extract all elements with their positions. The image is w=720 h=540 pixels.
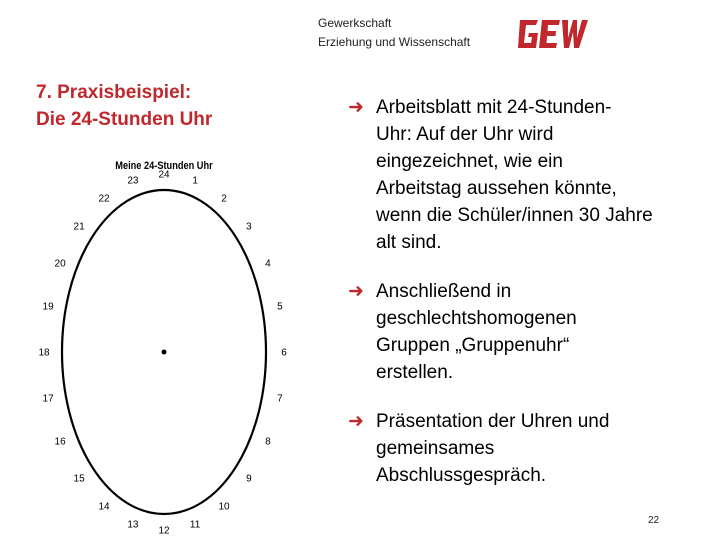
slide-title-line-2: Die 24-Stunden Uhr [36,109,213,130]
bullet-3-line-3: Abschlussgespräch. [376,465,547,486]
hour-label-8: 8 [265,436,271,448]
bullet-1-line-3: eingezeichnet, wie ein [376,151,563,172]
arrow-right-icon: ➜ [348,411,364,432]
hour-label-23: 23 [127,175,139,187]
bullet-item-1 [348,94,712,256]
slide-title-line-1: 7. Praxisbeispiel: [36,82,192,103]
hour-label-13: 13 [127,519,139,531]
hour-label-21: 21 [73,221,85,233]
bullet-item-3 [348,408,712,489]
hour-label-22: 22 [98,193,110,205]
clock-center-dot [162,350,167,355]
bullet-2-line-1: Anschließend in [376,281,512,302]
hour-label-5: 5 [277,301,283,313]
arrow-right-icon: ➜ [348,281,364,302]
hour-label-17: 17 [42,393,54,405]
bullet-1-line-6: alt sind. [376,232,442,253]
hour-label-4: 4 [265,258,271,270]
hour-label-18: 18 [38,347,50,359]
hour-label-15: 15 [73,473,85,485]
bullet-1-line-4: Arbeitstag aussehen könnte, [376,178,617,199]
hour-label-14: 14 [98,501,110,513]
hour-label-7: 7 [277,393,283,405]
bullet-1-line-1: Arbeitsblatt mit 24-Stunden- [376,97,612,118]
arrow-right-icon: ➜ [348,97,364,118]
bullet-2-line-4: erstellen. [376,362,454,383]
gew-logo-text: GEW [552,48,555,49]
hour-label-16: 16 [54,436,66,448]
bullet-3-line-1: Präsentation der Uhren und [376,411,610,432]
hour-label-6: 6 [281,347,287,359]
clock-worksheet [30,150,300,537]
page-number: 22 [648,515,660,526]
clock-title: Meine 24-Stunden Uhr [115,160,213,173]
org-line-1: Gewerkschaft [318,16,392,30]
bullet-1-line-5: wenn die Schüler/innen 30 Jahre [376,205,653,226]
bullet-list [348,94,712,489]
hour-label-12: 12 [158,525,170,537]
gew-logo [516,18,588,50]
bullet-2-line-3: Gruppen „Gruppenuhr“ [376,335,570,356]
hour-label-1: 1 [192,175,198,187]
bullet-1-line-2: Uhr: Auf der Uhr wird [376,124,554,145]
hour-label-20: 20 [54,258,66,270]
hour-label-24: 24 [158,169,170,181]
bullet-2-line-2: geschlechtshomogenen [376,308,577,329]
hour-label-2: 2 [221,193,227,205]
hour-label-19: 19 [42,301,54,313]
bullet-3-line-2: gemeinsames [376,438,495,459]
hour-label-10: 10 [218,501,230,513]
bullet-item-2 [348,278,712,386]
organization-name [318,14,470,52]
slide-title [36,79,212,133]
hour-label-9: 9 [246,473,252,485]
hour-label-11: 11 [189,519,201,531]
org-line-2: Erziehung und Wissenschaft [318,35,471,49]
hour-label-3: 3 [246,221,252,233]
